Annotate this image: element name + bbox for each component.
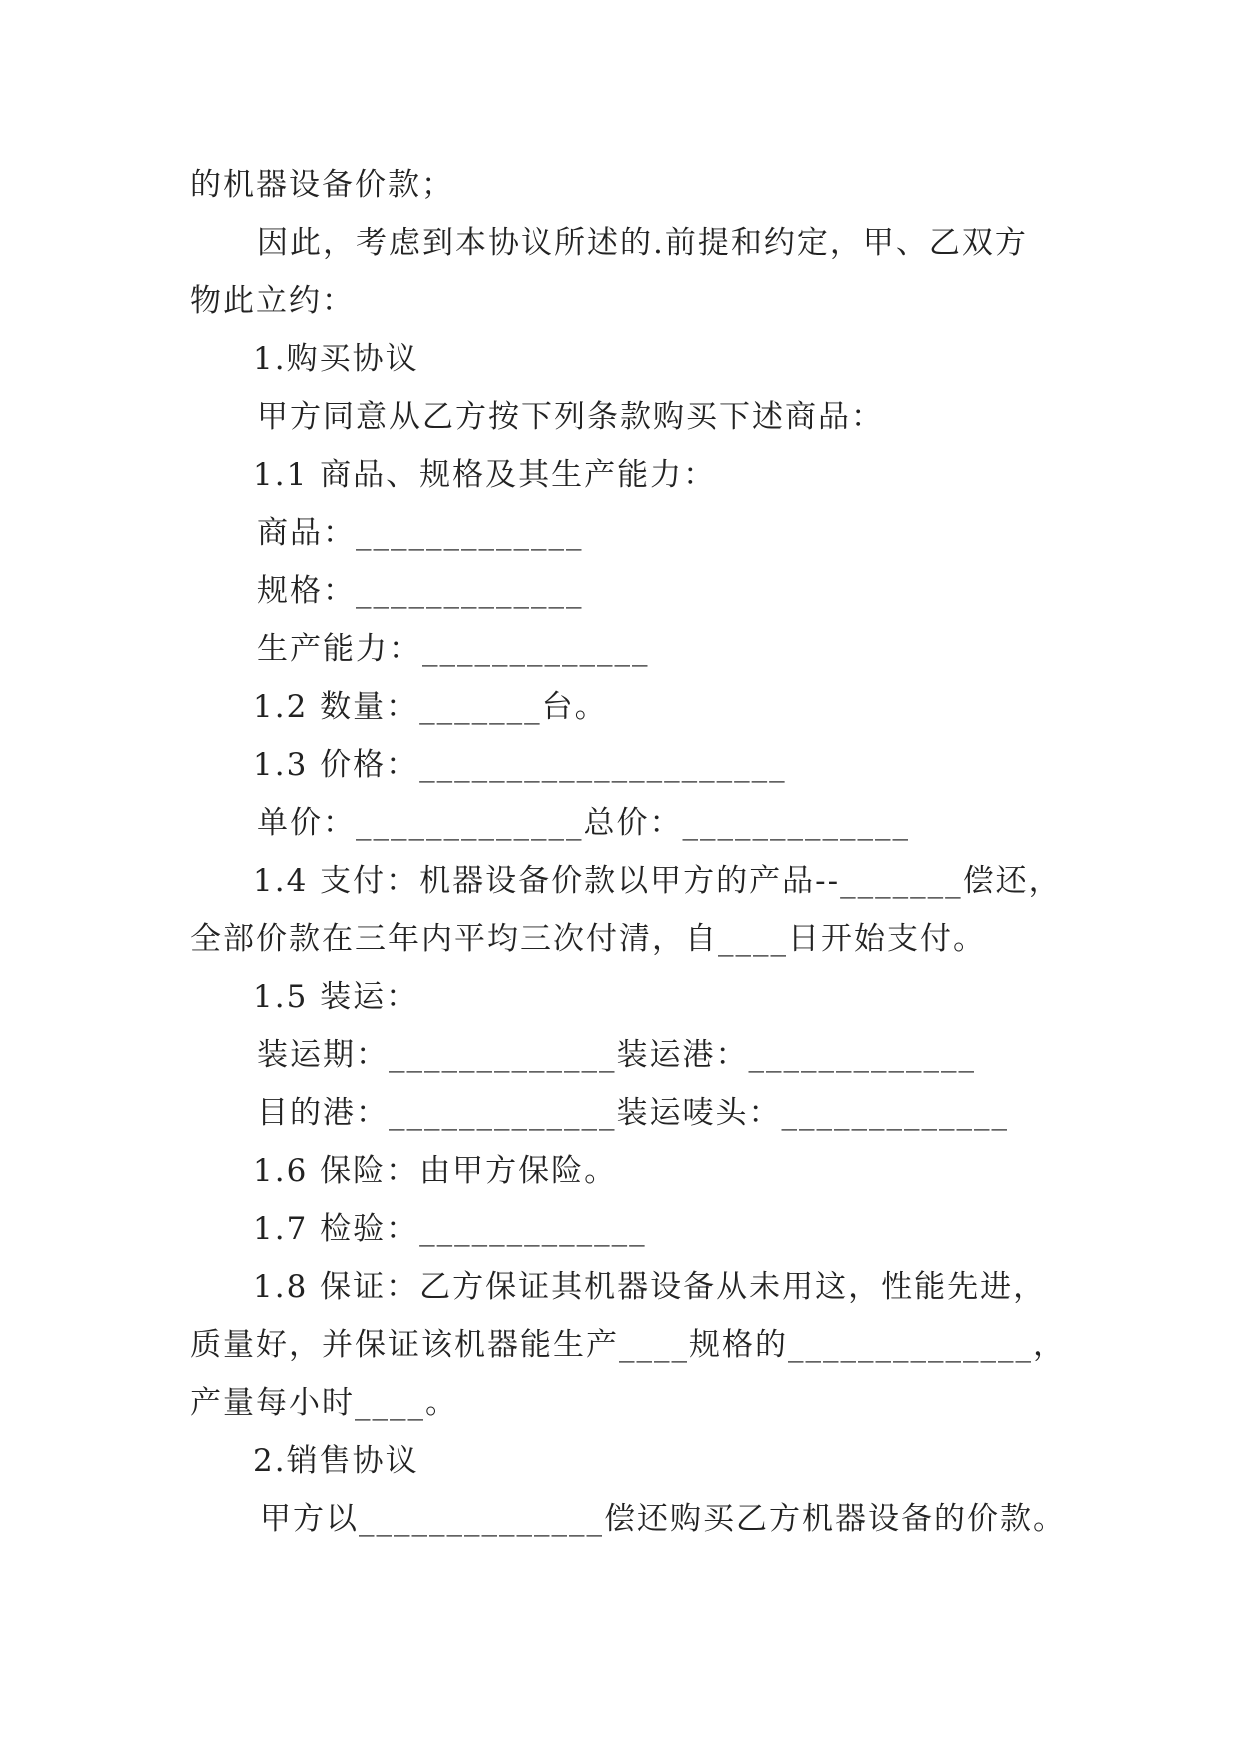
field-shipment-period-port: 装运期：_____________装运港：_____________: [257, 1037, 976, 1073]
text-line-22: 产量每小时____。: [190, 1385, 458, 1421]
field-destination-marks: 目的港：_____________装运唛头：_____________: [257, 1095, 1009, 1131]
section-heading-purchase: 1.购买协议: [253, 341, 419, 377]
field-goods: 商品：_____________: [257, 515, 584, 551]
text-line-3: 物此立约：: [190, 283, 355, 319]
text-line-21: 质量好，并保证该机器能生产____规格的______________，: [190, 1327, 1066, 1363]
text-line-2: 因此，考虑到本协议所述的.前提和约定，甲、乙双方: [257, 225, 1028, 261]
clause-1-2-quantity: 1.2 数量：_______台。: [253, 689, 608, 725]
text-line-14: 全部价款在三年内平均三次付清，自____日开始支付。: [190, 921, 986, 957]
field-capacity: 生产能力：_____________: [257, 631, 650, 667]
clause-1-6-insurance: 1.6 保险：由甲方保险。: [253, 1153, 618, 1189]
clause-1-8-guarantee: 1.8 保证：乙方保证其机器设备从未用这，性能先进，: [253, 1269, 1047, 1305]
section-heading-sales: 2.销售协议: [253, 1443, 419, 1479]
clause-1-4-payment: 1.4 支付：机器设备价款以甲方的产品--_______偿还，: [253, 863, 1062, 899]
text-line-1: 的机器设备价款；: [190, 167, 454, 203]
clause-1-1: 1.1 商品、规格及其生产能力：: [253, 457, 717, 493]
clause-1-3-price: 1.3 价格：_____________________: [253, 747, 787, 783]
field-unit-total-price: 单价：_____________总价：_____________: [257, 805, 910, 841]
clause-1-5-shipment: 1.5 装运：: [253, 979, 420, 1015]
text-line-5: 甲方同意从乙方按下列条款购买下述商品：: [257, 399, 884, 435]
text-line-24: 甲方以______________偿还购买乙方机器设备的价款。: [260, 1501, 1066, 1537]
clause-1-7-inspection: 1.7 检验：_____________: [253, 1211, 647, 1247]
field-specification: 规格：_____________: [257, 573, 584, 609]
